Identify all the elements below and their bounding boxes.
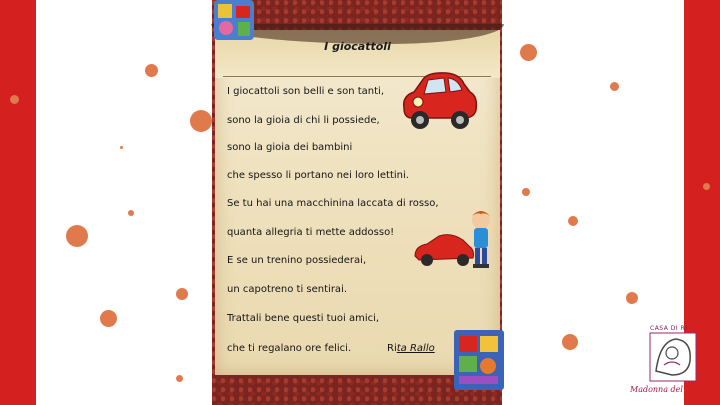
decor-dot — [145, 64, 158, 77]
decor-dot — [176, 375, 183, 382]
poem-line: quanta allegria ti mette addosso! — [227, 227, 395, 238]
decor-dot — [703, 183, 710, 190]
boy-with-toy-car-icon — [411, 206, 499, 276]
poem-title: I giocattoli — [324, 40, 391, 53]
decor-dot — [190, 110, 212, 132]
poem-line: Se tu hai una macchinina laccata di rosso, — [227, 198, 439, 209]
logo — [620, 325, 712, 403]
poem-line: E se un trenino possiederai, — [227, 255, 367, 266]
puzzle-box-icon — [454, 330, 504, 390]
poem-line: che ti regalano ore felici. — [227, 343, 352, 354]
logo-top-text: CASA DI RI — [650, 325, 688, 332]
decor-dot — [66, 225, 88, 247]
author-prefix: Ri — [387, 343, 397, 354]
red-car-icon — [398, 68, 480, 134]
poem-line: Trattali bene questi tuoi amici, — [227, 313, 380, 324]
poem-line: I giocattoli son belli e son tanti, — [227, 86, 384, 97]
poem-line: un capotreno ti sentirai. — [227, 284, 348, 295]
toy-box-icon — [214, 0, 254, 40]
author-surname: ta Rallo — [396, 343, 435, 354]
decor-dot — [100, 310, 117, 327]
decor-dot — [522, 188, 530, 196]
logo-emblem-icon — [648, 331, 698, 383]
decor-dot — [562, 334, 578, 350]
decor-dot — [128, 210, 134, 216]
poem-line: sono la gioia dei bambini — [227, 142, 353, 153]
decor-dot — [10, 95, 19, 104]
decor-dot — [120, 146, 123, 149]
left-red-band — [0, 0, 36, 405]
poem-author — [387, 343, 435, 354]
logo-bottom-text: Madonna del — [630, 385, 683, 394]
decor-dot — [610, 82, 619, 91]
poem-line: sono la gioia di chi li possiede, — [227, 115, 380, 126]
decor-dot — [176, 288, 188, 300]
poem-line: che spesso li portano nei loro lettini. — [227, 170, 409, 181]
decor-dot — [520, 44, 537, 61]
decor-dot — [568, 216, 578, 226]
poem-parchment — [215, 30, 500, 375]
decor-dot — [626, 292, 638, 304]
